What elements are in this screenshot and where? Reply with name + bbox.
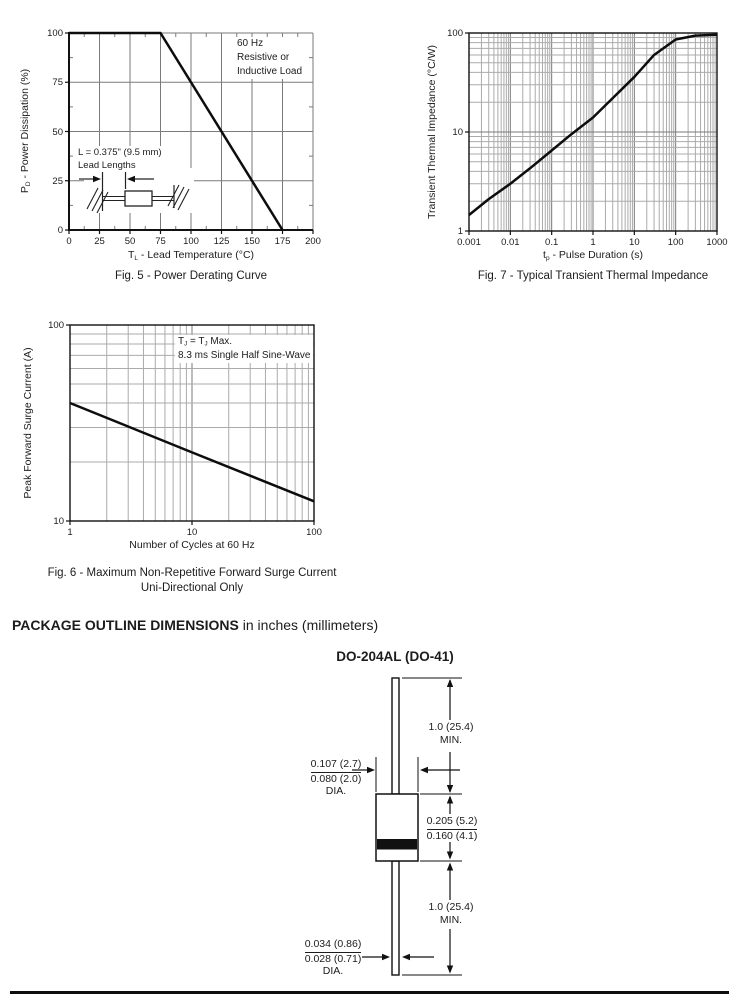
- package-outline-heading-bold: PACKAGE OUTLINE DIMENSIONS: [12, 617, 239, 633]
- x-tick-label: 1: [67, 527, 73, 538]
- x-tick-label: 25: [94, 236, 105, 247]
- caption-line: Fig. 5 - Power Derating Curve: [114, 270, 268, 282]
- dim-body-diameter: 0.107 (2.7) 0.080 (2.0) DIA.: [310, 758, 362, 797]
- y-tick-label: 1: [457, 226, 463, 237]
- fig6-surge-current-figure: [0, 308, 370, 608]
- dim-arrow-bottom-lead-up: [447, 863, 453, 871]
- fig7-x-axis-label: $t_p$ - Pulse Duration (s): [543, 249, 643, 262]
- annotation-line: Resistive or: [237, 52, 290, 63]
- dim-arrow-body-dia-right: [420, 767, 428, 773]
- y-tick-label: 50: [52, 126, 63, 138]
- x-tick-label: 1000: [706, 237, 728, 248]
- package-name: DO-204AL (DO-41): [336, 649, 454, 664]
- dim-top-lead-length: 1.0 (25.4) MIN.: [428, 721, 474, 746]
- caption-line: Uni-Directional Only: [140, 582, 244, 594]
- fig6-caption: [22, 566, 362, 596]
- x-tick-label: 125: [213, 236, 230, 247]
- fig6-y-axis-label: Peak Forward Surge Current (A): [22, 347, 34, 499]
- dim-bottom-lead-length: 1.0 (25.4) MIN.: [428, 901, 474, 926]
- x-tick-label: 100: [306, 527, 322, 538]
- y-tick-label: 10: [452, 127, 463, 138]
- x-tick-label: 10: [629, 237, 640, 248]
- x-tick-label: 75: [155, 236, 166, 247]
- x-tick-label: 10: [186, 527, 198, 538]
- x-tick-label: 100: [667, 237, 684, 248]
- dim-arrow-top-lead-down: [447, 785, 453, 793]
- dim-lead-diameter: 0.034 (0.86) 0.028 (0.71) DIA.: [304, 938, 362, 977]
- y-tick-label: 100: [447, 28, 463, 39]
- fig5-inset-lead-length-note: [76, 146, 164, 172]
- package-outline-heading: [12, 617, 378, 633]
- x-tick-label: 1: [590, 237, 596, 248]
- dim-arrow-bottom-lead-down: [447, 966, 453, 974]
- annotation-line: 8.3 ms Single Half Sine-Wave: [178, 350, 311, 361]
- fig7-transient-thermal-impedance-figure: [369, 0, 739, 300]
- fig6-annotation-conditions: [175, 335, 313, 363]
- x-tick-label: 0.01: [501, 237, 520, 248]
- x-tick-label: 0.1: [545, 237, 559, 248]
- fig7-y-axis-label: Transient Thermal Impedance (°C/W): [426, 45, 438, 220]
- annotation-line: 60 Hz: [237, 38, 264, 49]
- fig5-annotation-load-type: [234, 37, 305, 79]
- page-bottom-rule: [10, 991, 729, 994]
- fig5-y-axis-label: $P_D$ - Power Dissipation (%): [19, 68, 32, 194]
- x-tick-label: 0.001: [457, 237, 481, 248]
- annotation-line: $T_J = T_J$ Max.: [178, 336, 233, 348]
- fig6-x-axis-label: Number of Cycles at 60 Hz: [129, 539, 255, 551]
- x-tick-label: 50: [124, 236, 136, 247]
- annotation-line: Inductive Load: [237, 66, 303, 77]
- y-tick-label: 100: [48, 320, 64, 331]
- x-tick-label: 150: [244, 236, 260, 247]
- fig5-caption: [21, 269, 361, 284]
- dim-arrow-body-up: [447, 796, 453, 804]
- dim-arrow-top-lead-up: [447, 679, 453, 687]
- x-tick-label: 100: [183, 236, 199, 247]
- caption-line: Fig. 6 - Maximum Non-Repetitive Forward Surge Current: [47, 567, 337, 579]
- x-tick-label: 200: [305, 236, 321, 247]
- y-tick-label: 25: [52, 175, 63, 187]
- fig5-x-axis-label: $T_L$ - Lead Temperature (°C): [127, 249, 255, 262]
- caption-line: Fig. 7 - Typical Transient Thermal Impedance: [477, 270, 709, 282]
- y-tick-label: 10: [53, 516, 64, 527]
- x-tick-label: 0: [66, 236, 72, 247]
- inset-diode-body: [125, 191, 152, 206]
- fig5-power-derating-figure: [0, 0, 370, 300]
- dim-body-length: 0.205 (5.2) 0.160 (4.1): [426, 815, 478, 842]
- dim-arrow-lead-dia-right: [402, 954, 410, 960]
- dim-arrow-body-down: [447, 852, 453, 860]
- fig7-caption: [423, 269, 739, 284]
- y-tick-label: 75: [52, 77, 63, 89]
- y-tick-label: 0: [57, 225, 63, 236]
- inset-text-line: L = 0.375" (9.5 mm): [78, 147, 162, 158]
- x-tick-label: 175: [274, 236, 291, 247]
- package-outline-heading-units: in inches (millimeters): [238, 617, 379, 633]
- inset-text-line: Lead Lengths: [78, 160, 136, 171]
- y-tick-label: 100: [47, 28, 63, 39]
